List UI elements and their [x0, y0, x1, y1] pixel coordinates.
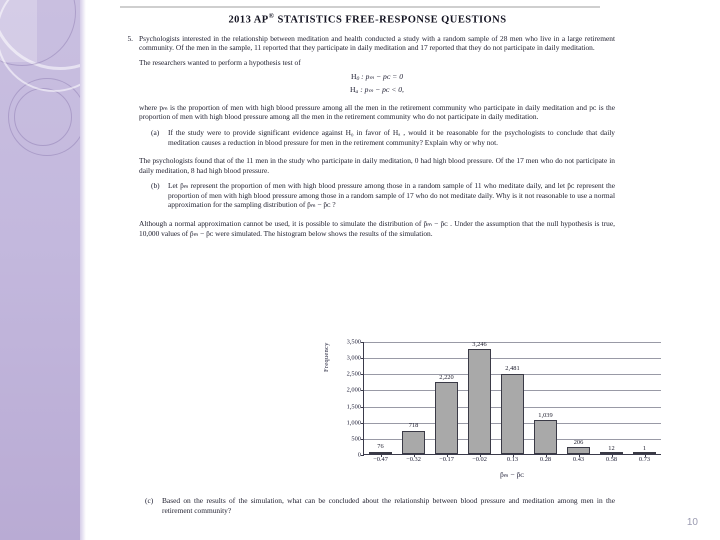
question-5-block — [120, 34, 615, 244]
question-body — [139, 34, 615, 244]
part-a — [151, 128, 615, 152]
part-c-label: (c) — [145, 496, 154, 505]
part-a-label: (a) — [151, 127, 160, 137]
alt-hypothesis-expression: : pₘ − pᴄ < 0, — [358, 85, 404, 94]
histogram-bar — [501, 374, 523, 454]
bar-value-label: 2,220 — [439, 373, 454, 381]
histogram-bar-cell — [595, 342, 628, 454]
histogram-bar-cell — [562, 342, 595, 454]
hypothesis-statements — [139, 72, 615, 97]
simulation-note: Although a normal approximation cannot be used, it is possible to simulate the distribution of p̂ₘ − p̂ᴄ . Under the assumption that the null hypothesis is true, 10,000 values of p̂ₘ − p̂ᴄ were simulated. The histogram below shows the results of the simulation. — [139, 219, 615, 238]
x-tick-label: −0.02 — [472, 456, 487, 463]
bar-value-label: 2,481 — [505, 365, 520, 373]
decorative-ring-5 — [0, 0, 80, 92]
null-hypothesis — [139, 72, 615, 85]
y-tick-label: 3,500 — [346, 338, 361, 346]
histogram-bar — [468, 349, 490, 454]
histogram-bar — [435, 382, 457, 454]
part-c — [145, 496, 615, 520]
y-tick-label: 2,000 — [346, 386, 361, 394]
part-b-text: Let p̂ₘ represent the proportion of men with high blood pressure among those in a random sample of 11 who meditate daily, and let p̂ᴄ represent the proportion of men with high blood pressure among those in a random sample of 17 who do not meditate daily. Why is it not reasonable to use a normal approximation for the sampling distribution of p̂ₘ − p̂ᴄ ? — [168, 181, 615, 210]
null-hypothesis-subscript: 0 — [356, 76, 360, 83]
x-tick-label: 0.13 — [506, 456, 519, 463]
chart-bars — [364, 342, 661, 454]
y-tick-label: 3,000 — [346, 354, 361, 362]
alt-hypothesis-symbol: H — [350, 85, 356, 94]
x-tick-label: 0.58 — [605, 456, 618, 463]
registered-mark-icon: ® — [268, 12, 275, 20]
title-rest: STATISTICS FREE-RESPONSE QUESTIONS — [277, 14, 507, 26]
histogram-bar-cell — [430, 342, 463, 454]
bar-value-label: 206 — [573, 438, 584, 446]
bar-value-label: 1 — [642, 444, 647, 452]
y-tick-label: 500 — [351, 435, 361, 443]
scanned-exam-page — [120, 12, 651, 515]
bar-value-label: 718 — [408, 422, 419, 430]
simulation-histogram — [325, 338, 665, 490]
histogram-bar-cell — [364, 342, 397, 454]
histogram-bar — [402, 431, 424, 454]
chart-y-axis-label: Frequency — [323, 342, 330, 372]
null-hypothesis-symbol: H — [350, 72, 357, 82]
part-b-label: (b) — [151, 181, 160, 191]
alternative-hypothesis — [139, 85, 615, 98]
bar-value-label: 76 — [377, 443, 384, 451]
histogram-bar-cell — [397, 342, 430, 454]
slide-decorative-sidebar — [0, 0, 80, 540]
y-tick-label: 2,500 — [346, 370, 361, 378]
histogram-bar — [534, 420, 556, 454]
x-tick-label: −0.47 — [373, 456, 388, 463]
part-b — [151, 181, 615, 215]
y-tick-label: 1,000 — [346, 419, 361, 427]
header-rule — [120, 6, 600, 8]
slide-page-number: 10 — [686, 517, 698, 528]
where-clause: where pₘ is the proportion of men with high blood pressure among all the men in the retirement community who participate in daily meditation and pᴄ is the proportion of men with high blood pressure among all the men in the retirement community who do not participate in daily meditation. — [139, 102, 615, 122]
histogram-bar-cell — [496, 342, 529, 454]
x-tick-label: 0.28 — [539, 456, 552, 463]
chart-plot-area — [346, 338, 661, 459]
bar-value-label: 1,039 — [538, 411, 553, 419]
histogram-bar — [567, 447, 589, 454]
x-tick-label: −0.17 — [439, 456, 454, 463]
null-hypothesis-expression: : pₘ − pᴄ = 0 — [359, 72, 403, 82]
study-findings: The psychologists found that of the 11 men in the study who participate in daily meditation, 0 had high blood pressure. Of the 17 men who do not participate in daily meditation, 8 had high blood pressure. — [139, 156, 615, 175]
page-title — [120, 12, 615, 26]
x-tick-label: −0.32 — [406, 456, 421, 463]
hypothesis-intro: The researchers wanted to perform a hypothesis test of — [139, 57, 301, 67]
decorative-ring-4 — [14, 88, 72, 146]
chart-x-axis-label: p̂ₘ − p̂ᴄ — [499, 470, 525, 479]
y-tick-mark — [361, 455, 364, 456]
bar-value-label: 3,246 — [472, 340, 487, 348]
title-year: 2013 AP — [228, 14, 269, 26]
bar-value-label: 12 — [608, 444, 615, 452]
alt-hypothesis-subscript: a — [355, 89, 359, 96]
part-c-text: Based on the results of the simulation, what can be concluded about the relationship between blood pressure and meditation among men in the retirement community? — [162, 496, 615, 515]
y-tick-label: 0 — [357, 451, 361, 459]
question-stem: Psychologists interested in the relationship between meditation and health conducted a study with a random sample of 28 men who live in a large retirement community. Of the men in the sample, 11 reported that they participate in daily meditation and 17 reported that they do not participate in daily meditation. — [139, 33, 615, 53]
x-tick-label: 0.43 — [572, 456, 585, 463]
question-number: 5. — [127, 33, 133, 43]
x-tick-label: 0.73 — [638, 456, 651, 463]
histogram-bar-cell — [628, 342, 661, 454]
y-tick-label: 1,500 — [346, 403, 361, 411]
histogram-bar-cell — [529, 342, 562, 454]
part-a-text: If the study were to provide significant evidence against H₀ in favor of Hₐ , would it be reasonable for the psychologists to conclude that daily meditation causes a reduction in blood pressure for men in the retirement community? Explain why or why not. — [168, 127, 615, 147]
histogram-bar-cell — [463, 342, 496, 454]
sidebar-edge-gradient — [80, 0, 86, 540]
